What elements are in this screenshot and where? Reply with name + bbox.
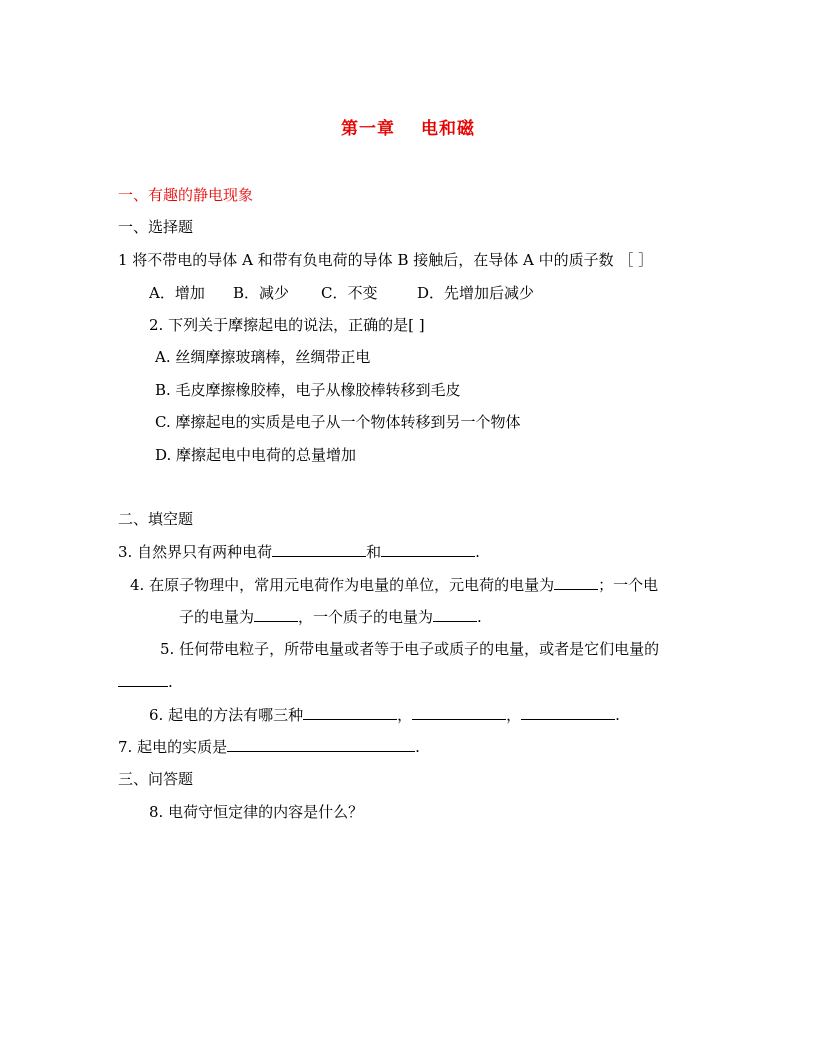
question-4-proton: ，一个质子的电量为 (298, 608, 434, 626)
part2-heading: 二、填空题 (118, 510, 194, 528)
question-2: 2. 下列关于摩擦起电的说法，正确的是[ ] (149, 316, 425, 334)
question-4-text-cont: ；一个电 (598, 576, 659, 594)
answer-blank[interactable] (303, 705, 397, 720)
chapter-name: 电和磁 (421, 119, 475, 139)
question-3 (118, 542, 480, 562)
answer-blank[interactable] (118, 672, 168, 687)
part3-heading: 三、问答题 (118, 770, 194, 788)
answer-blank[interactable] (272, 542, 366, 557)
question-6-sep: ， (397, 706, 413, 724)
question-2-option-d: D. 摩擦起电中电荷的总量增加 (155, 446, 357, 464)
question-4-line-1 (130, 575, 658, 595)
question-6-text: 6. 起电的方法有哪三种 (149, 706, 304, 724)
answer-blank[interactable] (381, 542, 475, 557)
section-heading: 一、有趣的静电现象 (118, 186, 254, 204)
question-7-end: . (415, 738, 420, 756)
answer-blank[interactable] (254, 607, 298, 622)
question-6 (149, 705, 620, 725)
answer-blank[interactable] (521, 705, 615, 720)
question-4-electron: 子的电量为 (179, 608, 255, 626)
question-3-and: 和 (366, 543, 382, 561)
question-4-line-2 (179, 607, 482, 627)
answer-blank[interactable] (412, 705, 506, 720)
chapter-number: 第一章 (341, 119, 395, 139)
question-7 (118, 737, 420, 757)
question-2-option-b: B. 毛皮摩擦橡胶棒，电子从橡胶棒转移到毛皮 (155, 381, 461, 399)
answer-blank[interactable] (433, 607, 477, 622)
question-8: 8. 电荷守恒定律的内容是什么？ (149, 803, 364, 821)
question-2-option-a: A. 丝绸摩擦玻璃棒，丝绸带正电 (155, 348, 371, 366)
question-5-end: . (168, 673, 173, 691)
option-b: B．减少 (233, 284, 290, 302)
question-5-line-2 (118, 672, 173, 692)
question-1-bracket: ［ ］ (618, 251, 654, 269)
question-6-end: . (615, 706, 620, 724)
question-5-line-1: 5. 任何带电粒子，所带电量或者等于电子或质子的电量，或者是它们电量的 (160, 640, 660, 658)
question-2-option-c: C. 摩擦起电的实质是电子从一个物体转移到另一个物体 (155, 413, 521, 431)
question-3-text: 3. 自然界只有两种电荷 (118, 543, 273, 561)
question-1-text: 1 将不带电的导体 A 和带有负电荷的导体 B 接触后，在导体 A 中的质子数 (118, 251, 614, 269)
option-c: C．不变 (321, 284, 378, 302)
question-3-end: . (475, 543, 480, 561)
question-7-text: 7. 起电的实质是 (118, 738, 228, 756)
question-1 (118, 250, 653, 270)
answer-blank[interactable] (554, 575, 598, 590)
option-d: D．先增加后减少 (417, 284, 535, 302)
question-6-sep: ， (506, 706, 522, 724)
question-1-options (149, 283, 534, 303)
option-a: A．增加 (149, 284, 205, 302)
question-4-end: . (477, 608, 482, 626)
part1-heading: 一、选择题 (118, 218, 194, 236)
answer-blank[interactable] (227, 737, 415, 752)
question-4-text: 4. 在原子物理中，常用元电荷作为电量的单位，元电荷的电量为 (130, 576, 555, 594)
chapter-title (0, 114, 816, 139)
